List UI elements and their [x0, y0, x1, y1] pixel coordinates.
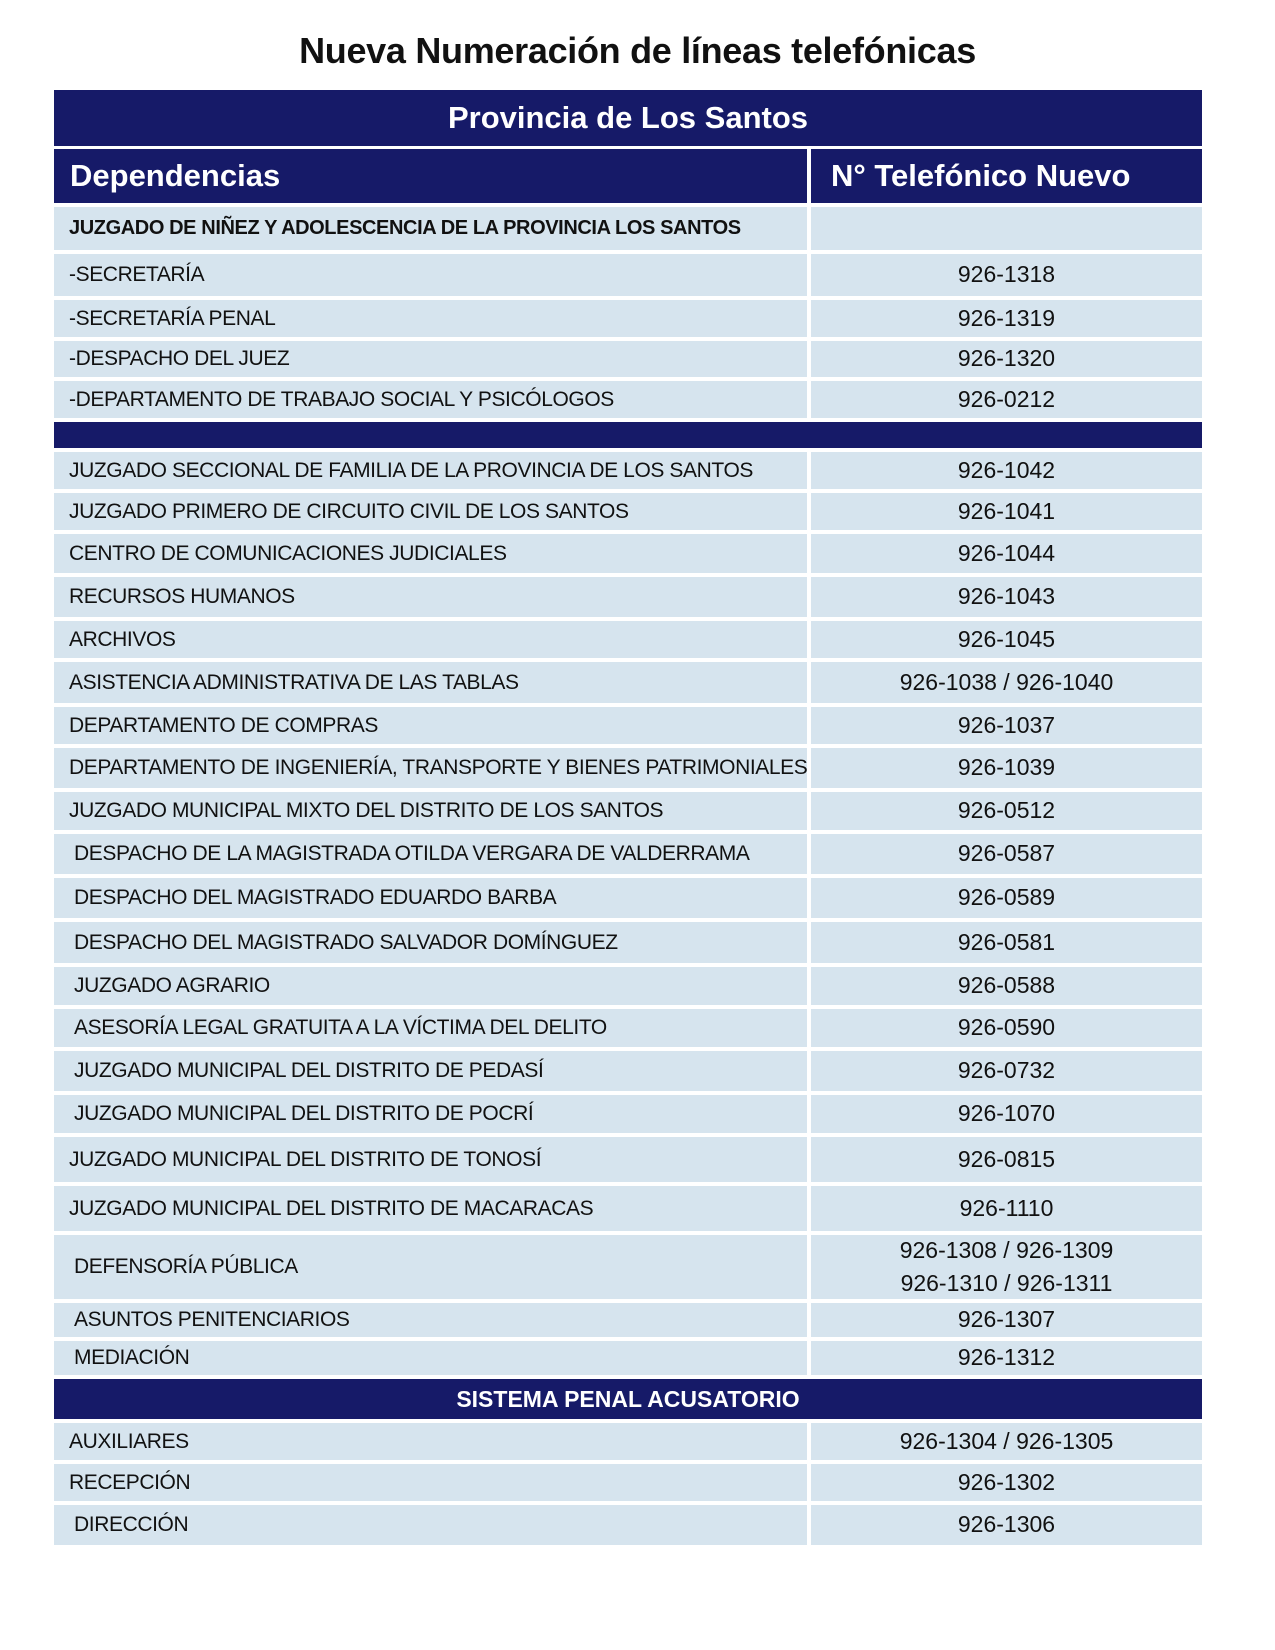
phone-number: 926-1043	[957, 583, 1056, 610]
phone-number: 926-0815	[957, 1145, 1056, 1172]
dependency-name: -SECRETARÍA	[54, 254, 807, 296]
phone-cell	[811, 341, 1202, 377]
phone-number: 926-0590	[957, 1014, 1056, 1041]
table-row	[54, 1186, 1202, 1231]
sistema-heading: SISTEMA PENAL ACUSATORIO	[54, 1379, 1202, 1419]
phone-number: 926-1310 / 926-1311	[900, 1270, 1113, 1296]
phone-cell	[811, 792, 1202, 830]
table-row	[54, 707, 1202, 744]
phone-cell	[811, 254, 1202, 296]
section-heading-row	[54, 207, 1202, 250]
phone-number: 926-1041	[957, 497, 1056, 524]
phone-number: 926-1037	[957, 711, 1056, 738]
sistema-rows	[54, 1423, 1202, 1545]
phone-cell	[811, 577, 1202, 617]
phone-cell	[811, 1235, 1202, 1299]
phone-cell	[811, 1186, 1202, 1231]
table-row	[54, 922, 1202, 963]
dependency-name: ASISTENCIA ADMINISTRATIVA DE LAS TABLAS	[54, 662, 807, 703]
phone-cell	[811, 922, 1202, 963]
dependency-name: JUZGADO MUNICIPAL DEL DISTRITO DE POCRÍ	[54, 1095, 807, 1133]
phone-cell	[811, 1009, 1202, 1047]
table-row	[54, 967, 1202, 1005]
table-row	[54, 300, 1202, 337]
dependency-name: DEPARTAMENTO DE COMPRAS	[54, 707, 807, 744]
phone-cell	[811, 967, 1202, 1005]
section1-rows	[54, 254, 1202, 418]
dependency-name: AUXILIARES	[54, 1423, 807, 1460]
phone-number: 926-0732	[957, 1057, 1056, 1084]
dependency-name: RECURSOS HUMANOS	[54, 577, 807, 617]
table-row	[54, 1009, 1202, 1047]
table-row	[54, 792, 1202, 830]
phone-directory-table	[54, 90, 1202, 1545]
phone-cell	[811, 1505, 1202, 1545]
table-row	[54, 534, 1202, 573]
table-row	[54, 1235, 1202, 1299]
dependency-name: DESPACHO DEL MAGISTRADO SALVADOR DOMÍNGUEZ	[54, 922, 807, 963]
table-row	[54, 1423, 1202, 1460]
table-row	[54, 254, 1202, 296]
phone-number: 926-0589	[957, 884, 1056, 911]
dependency-name: JUZGADO PRIMERO DE CIRCUITO CIVIL DE LOS SANTOS	[54, 493, 807, 530]
table-row	[54, 1505, 1202, 1545]
phone-cell	[811, 1095, 1202, 1133]
phone-number: 926-1070	[957, 1100, 1056, 1127]
phone-number: 926-1307	[957, 1306, 1056, 1333]
phone-cell	[811, 834, 1202, 874]
phone-number: 926-0581	[957, 928, 1056, 955]
phone-number: 926-1312	[957, 1344, 1056, 1371]
phone-number: 926-1039	[957, 754, 1056, 781]
dependency-name: DEFENSORÍA PÚBLICA	[54, 1235, 807, 1299]
phone-cell	[811, 1423, 1202, 1460]
table-row	[54, 834, 1202, 874]
phone-number: 926-1042	[957, 456, 1056, 483]
table-row	[54, 577, 1202, 617]
table-row	[54, 878, 1202, 918]
dependency-name: JUZGADO AGRARIO	[54, 967, 807, 1005]
dependency-name: -SECRETARÍA PENAL	[54, 300, 807, 337]
table-row	[54, 1095, 1202, 1133]
phone-cell	[811, 1464, 1202, 1501]
dependency-name: CENTRO DE COMUNICACIONES JUDICIALES	[54, 534, 807, 573]
dependency-name: ARCHIVOS	[54, 621, 807, 658]
phone-number: 926-1308 / 926-1309	[899, 1236, 1114, 1263]
dependency-name: DIRECCIÓN	[54, 1505, 807, 1545]
phone-number: 926-0512	[957, 797, 1056, 824]
phone-number: 926-0588	[957, 972, 1056, 999]
dependency-name: DESPACHO DEL MAGISTRADO EDUARDO BARBA	[54, 878, 807, 918]
section2-rows	[54, 452, 1202, 1375]
province-header: Provincia de Los Santos	[54, 90, 1202, 146]
phone-cell	[811, 1303, 1202, 1337]
phone-number: 926-1302	[957, 1468, 1056, 1495]
phone-number: 926-1306	[957, 1511, 1056, 1538]
phone-number: 926-1304 / 926-1305	[899, 1427, 1114, 1454]
dependency-name: MEDIACIÓN	[54, 1341, 807, 1375]
phone-cell	[811, 621, 1202, 658]
phone-cell	[811, 1051, 1202, 1091]
table-row	[54, 1341, 1202, 1375]
table-row	[54, 493, 1202, 530]
dependency-name: JUZGADO SECCIONAL DE FAMILIA DE LA PROVINCIA DE LOS SANTOS	[54, 452, 807, 489]
table-row	[54, 1464, 1202, 1501]
table-row	[54, 1051, 1202, 1091]
dependency-name: -DESPACHO DEL JUEZ	[54, 341, 807, 377]
dependency-name: JUZGADO MUNICIPAL DEL DISTRITO DE TONOSÍ	[54, 1137, 807, 1182]
table-row	[54, 381, 1202, 418]
phone-number: 926-0212	[957, 385, 1056, 412]
dependency-name: ASUNTOS PENITENCIARIOS	[54, 1303, 807, 1337]
phone-number: 926-1318	[957, 261, 1056, 288]
phone-cell	[811, 534, 1202, 573]
phone-cell	[811, 707, 1202, 744]
section-heading: JUZGADO DE NIÑEZ Y ADOLESCENCIA DE LA PROVINCIA LOS SANTOS	[54, 207, 807, 250]
phone-cell	[811, 300, 1202, 337]
dependency-name: JUZGADO MUNICIPAL MIXTO DEL DISTRITO DE LOS SANTOS	[54, 792, 807, 830]
phone-number: 926-1110	[959, 1194, 1054, 1221]
phone-cell	[811, 207, 1202, 250]
dependency-name: JUZGADO MUNICIPAL DEL DISTRITO DE MACARACAS	[54, 1186, 807, 1231]
dependency-name: JUZGADO MUNICIPAL DEL DISTRITO DE PEDASÍ	[54, 1051, 807, 1091]
phone-cell	[811, 1137, 1202, 1182]
phone-number: 926-1045	[957, 625, 1056, 652]
dependency-name: RECEPCIÓN	[54, 1464, 807, 1501]
dependency-name: DESPACHO DE LA MAGISTRADA OTILDA VERGARA DE VALDERRAMA	[54, 834, 807, 874]
phone-cell	[811, 381, 1202, 418]
phone-number: 926-0587	[957, 840, 1056, 867]
column-header-dependencias: Dependencias	[54, 149, 807, 203]
phone-number: 926-1319	[957, 304, 1056, 331]
column-headers	[54, 149, 1202, 203]
table-row	[54, 1303, 1202, 1337]
phone-number: 926-1320	[957, 345, 1056, 372]
phone-cell	[811, 662, 1202, 703]
table-row	[54, 1137, 1202, 1182]
table-row	[54, 662, 1202, 703]
table-row	[54, 748, 1202, 788]
dependency-name: -DEPARTAMENTO DE TRABAJO SOCIAL Y PSICÓLOGOS	[54, 381, 807, 418]
dependency-name: ASESORÍA LEGAL GRATUITA A LA VÍCTIMA DEL DELITO	[54, 1009, 807, 1047]
phone-cell	[811, 1341, 1202, 1375]
phone-cell	[811, 493, 1202, 530]
dependency-name: DEPARTAMENTO DE INGENIERÍA, TRANSPORTE Y BIENES PATRIMONIALES	[54, 748, 807, 788]
phone-cell	[811, 748, 1202, 788]
section-separator	[54, 422, 1202, 448]
column-header-telefono: N° Telefónico Nuevo	[811, 149, 1202, 203]
phone-number: 926-1038 / 926-1040	[899, 668, 1114, 695]
table-row	[54, 341, 1202, 377]
table-row	[54, 452, 1202, 489]
table-row	[54, 621, 1202, 658]
phone-cell	[811, 878, 1202, 918]
phone-cell	[811, 452, 1202, 489]
page-title: Nueva Numeración de líneas telefónicas	[299, 30, 976, 71]
phone-number: 926-1044	[957, 539, 1056, 566]
